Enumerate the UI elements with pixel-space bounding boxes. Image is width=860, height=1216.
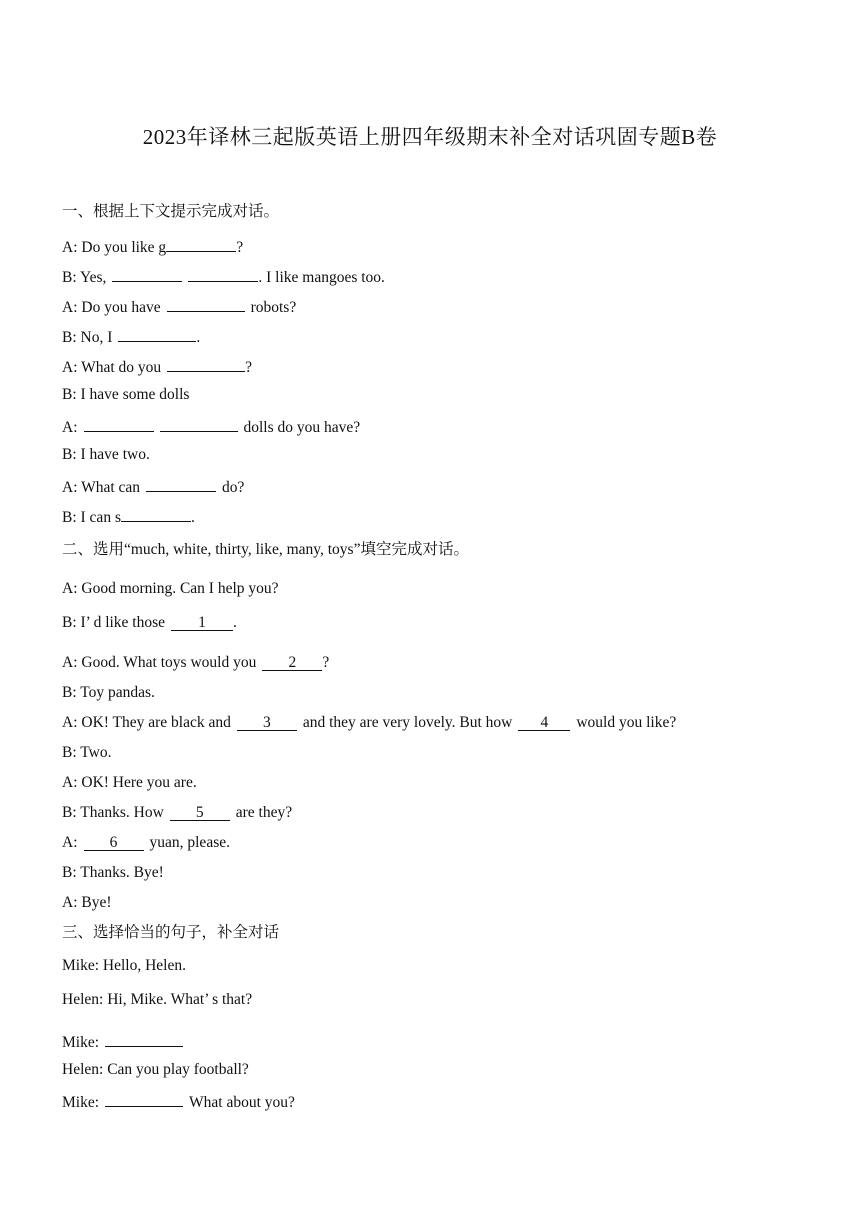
s2-line-6: B: Two. [62,744,112,761]
s1-line-3: A: Do you have robots? [62,295,296,318]
section-1-heading: 一、根据上下文提示完成对话。 [62,203,280,220]
blank[interactable] [105,1030,183,1047]
page-title: 2023年译林三起版英语上册四年级期末补全对话巩固专题B卷 [142,125,718,149]
blank-2[interactable]: 2 [262,654,322,671]
blank[interactable] [167,355,245,372]
s3-line-2: Helen: Hi, Mike. What’ s that? [62,991,253,1008]
s1-line-10: B: I can s . [62,505,195,528]
blank-1[interactable]: 1 [171,614,233,631]
s2-line-9: A: 6 yuan, please. [62,834,230,851]
s3-line-4: Helen: Can you play football? [62,1061,249,1078]
s1-line-5: A: What do you ? [62,355,252,378]
s1-line-8: B: I have two. [62,446,150,463]
s2-line-7: A: OK! Here you are. [62,774,197,791]
blank-6[interactable]: 6 [84,834,144,851]
blank[interactable] [146,475,216,492]
blank[interactable] [121,505,191,522]
s1-line-2: B: Yes, . I like mangoes too. [62,265,385,288]
blank[interactable] [160,415,238,432]
s1-line-9: A: What can do? [62,475,244,498]
s2-line-4: B: Toy pandas. [62,684,155,701]
section-3-heading: 三、选择恰当的句子，补全对话 [62,924,280,941]
blank-4[interactable]: 4 [518,714,570,731]
s2-line-5: A: OK! They are black and 3 and they are very lovely. But how 4 would you like? [62,714,677,731]
s3-line-3: Mike: [62,1030,183,1053]
s3-line-5: Mike: What about you? [62,1090,295,1113]
blank[interactable] [84,415,154,432]
s1-line-7: A: dolls do you have? [62,415,360,438]
s3-line-1: Mike: Hello, Helen. [62,957,186,974]
blank[interactable] [105,1090,183,1107]
blank[interactable] [118,325,196,342]
blank[interactable] [188,265,258,282]
s2-line-8: B: Thanks. How 5 are they? [62,804,293,821]
s2-line-11: A: Bye! [62,894,112,911]
s1-line-1: A: Do you like g ? [62,235,243,258]
s2-line-1: A: Good morning. Can I help you? [62,580,279,597]
blank-3[interactable]: 3 [237,714,297,731]
s1-line-4: B: No, I . [62,325,200,348]
section-2-heading: 二、选用“much, white, thirty, like, many, toys”填空完成对话。 [62,541,469,558]
s1-line-6: B: I have some dolls [62,386,190,403]
blank[interactable] [167,295,245,312]
s2-line-10: B: Thanks. Bye! [62,864,164,881]
blank[interactable] [166,235,236,252]
s2-line-3: A: Good. What toys would you 2 ? [62,654,330,671]
blank[interactable] [112,265,182,282]
blank-5[interactable]: 5 [170,804,230,821]
s2-line-2: B: I’ d like those 1 . [62,614,237,631]
